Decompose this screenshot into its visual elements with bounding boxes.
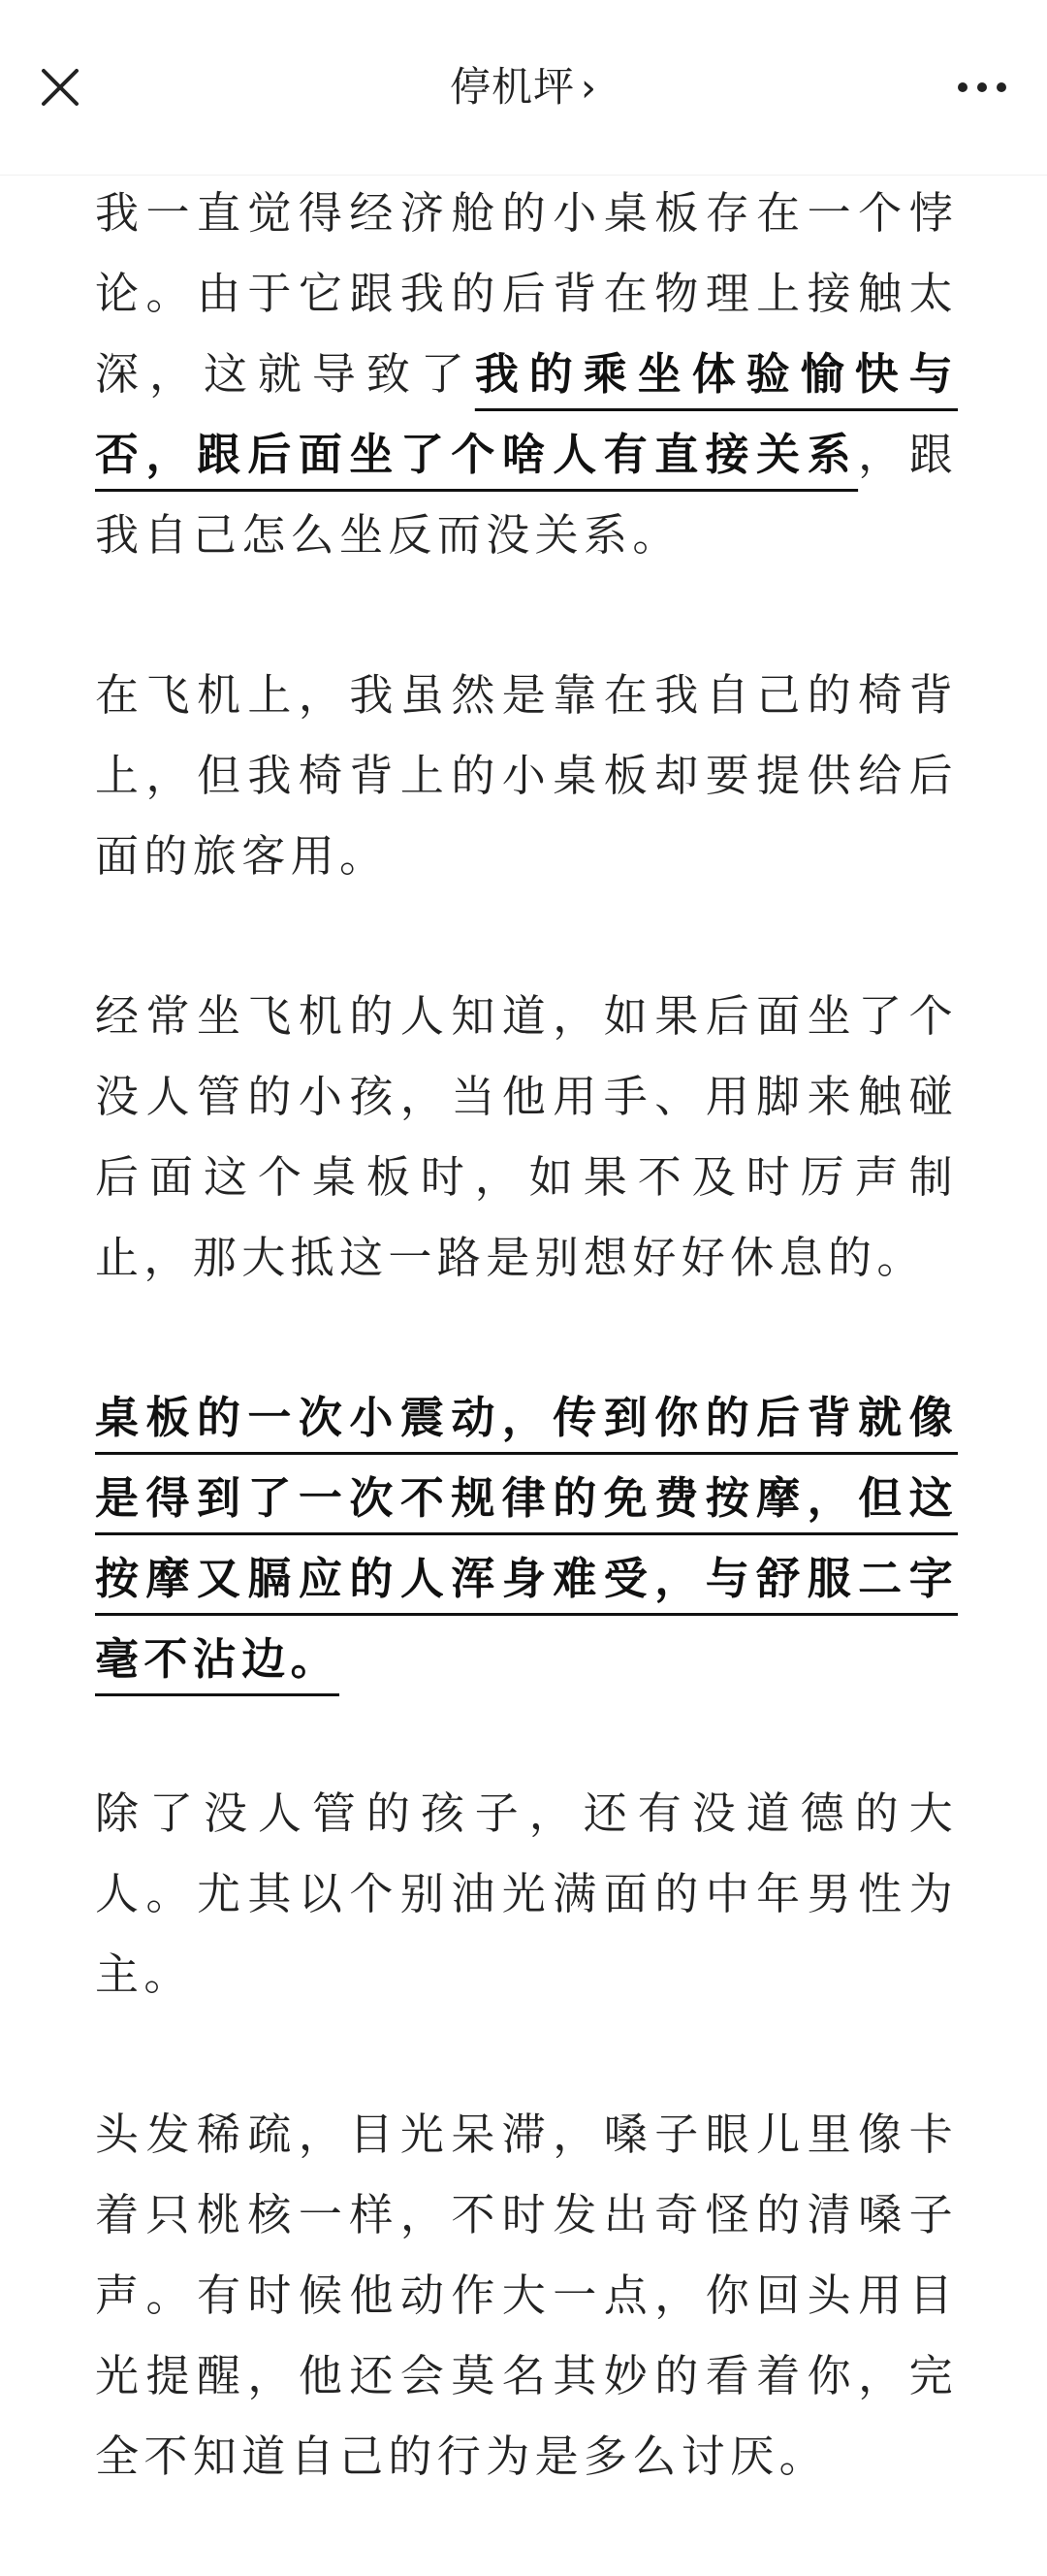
paragraph-6: 头发稀疏，目光呆滞，嗓子眼儿里像卡着只桃核一样，不时发出奇怪的清嗓子声。有时候他动作大一点，你回头用目光提醒，他还会莫名其妙的看着你，完全不知道自己的行为是多么讨厌。 [95,2109,958,2482]
more-dots-icon [997,82,1006,92]
channel-title-text: 停机坪 [449,63,575,111]
more-dots-icon [977,82,987,92]
highlighted-text: 我的乘坐体验愉快与否，跟后面坐了个啥人有直接关系 [95,348,958,480]
more-options-button[interactable] [938,48,1026,126]
paragraph-4-highlighted [95,1377,958,1699]
more-dots-icon [958,82,968,92]
paragraph-2: 在飞机上，我虽然是靠在我自己的椅背上，但我椅背上的小桌板却要提供给后面的旅客用。 [95,669,958,882]
channel-title-link[interactable] [450,63,597,111]
close-icon [39,66,81,109]
page-title [0,54,1047,121]
paragraph-1-tail: ，跟我自己怎么坐反而没关系。 [95,429,958,561]
paragraph-1-text: 我一直觉得经济舱的小桌板存在一个悖论。由于它跟我的后背在物理上接触太深，这就导致了 [95,187,958,400]
highlighted-text: 桌板的一次小震动，传到你的后背就像是得到了一次不规律的免费按摩，但这按摩又膈应的人浑身难受，与舒服二字毫不沾边。 [95,1392,958,1685]
close-button[interactable] [21,48,99,126]
top-nav-bar [0,0,1047,176]
paragraph-3: 经常坐飞机的人知道，如果后面坐了个没人管的小孩，当他用手、用脚来触碰后面这个桌板时，如果不及时厉声制止，那大抵这一路是别想好好休息的。 [95,990,958,1283]
chevron-right-icon: › [581,66,597,111]
paragraph-5: 除了没人管的孩子，还有没道德的大人。尤其以个别油光满面的中年男性为主。 [95,1787,958,2000]
article-body [95,173,958,2576]
paragraph-1 [95,173,958,575]
